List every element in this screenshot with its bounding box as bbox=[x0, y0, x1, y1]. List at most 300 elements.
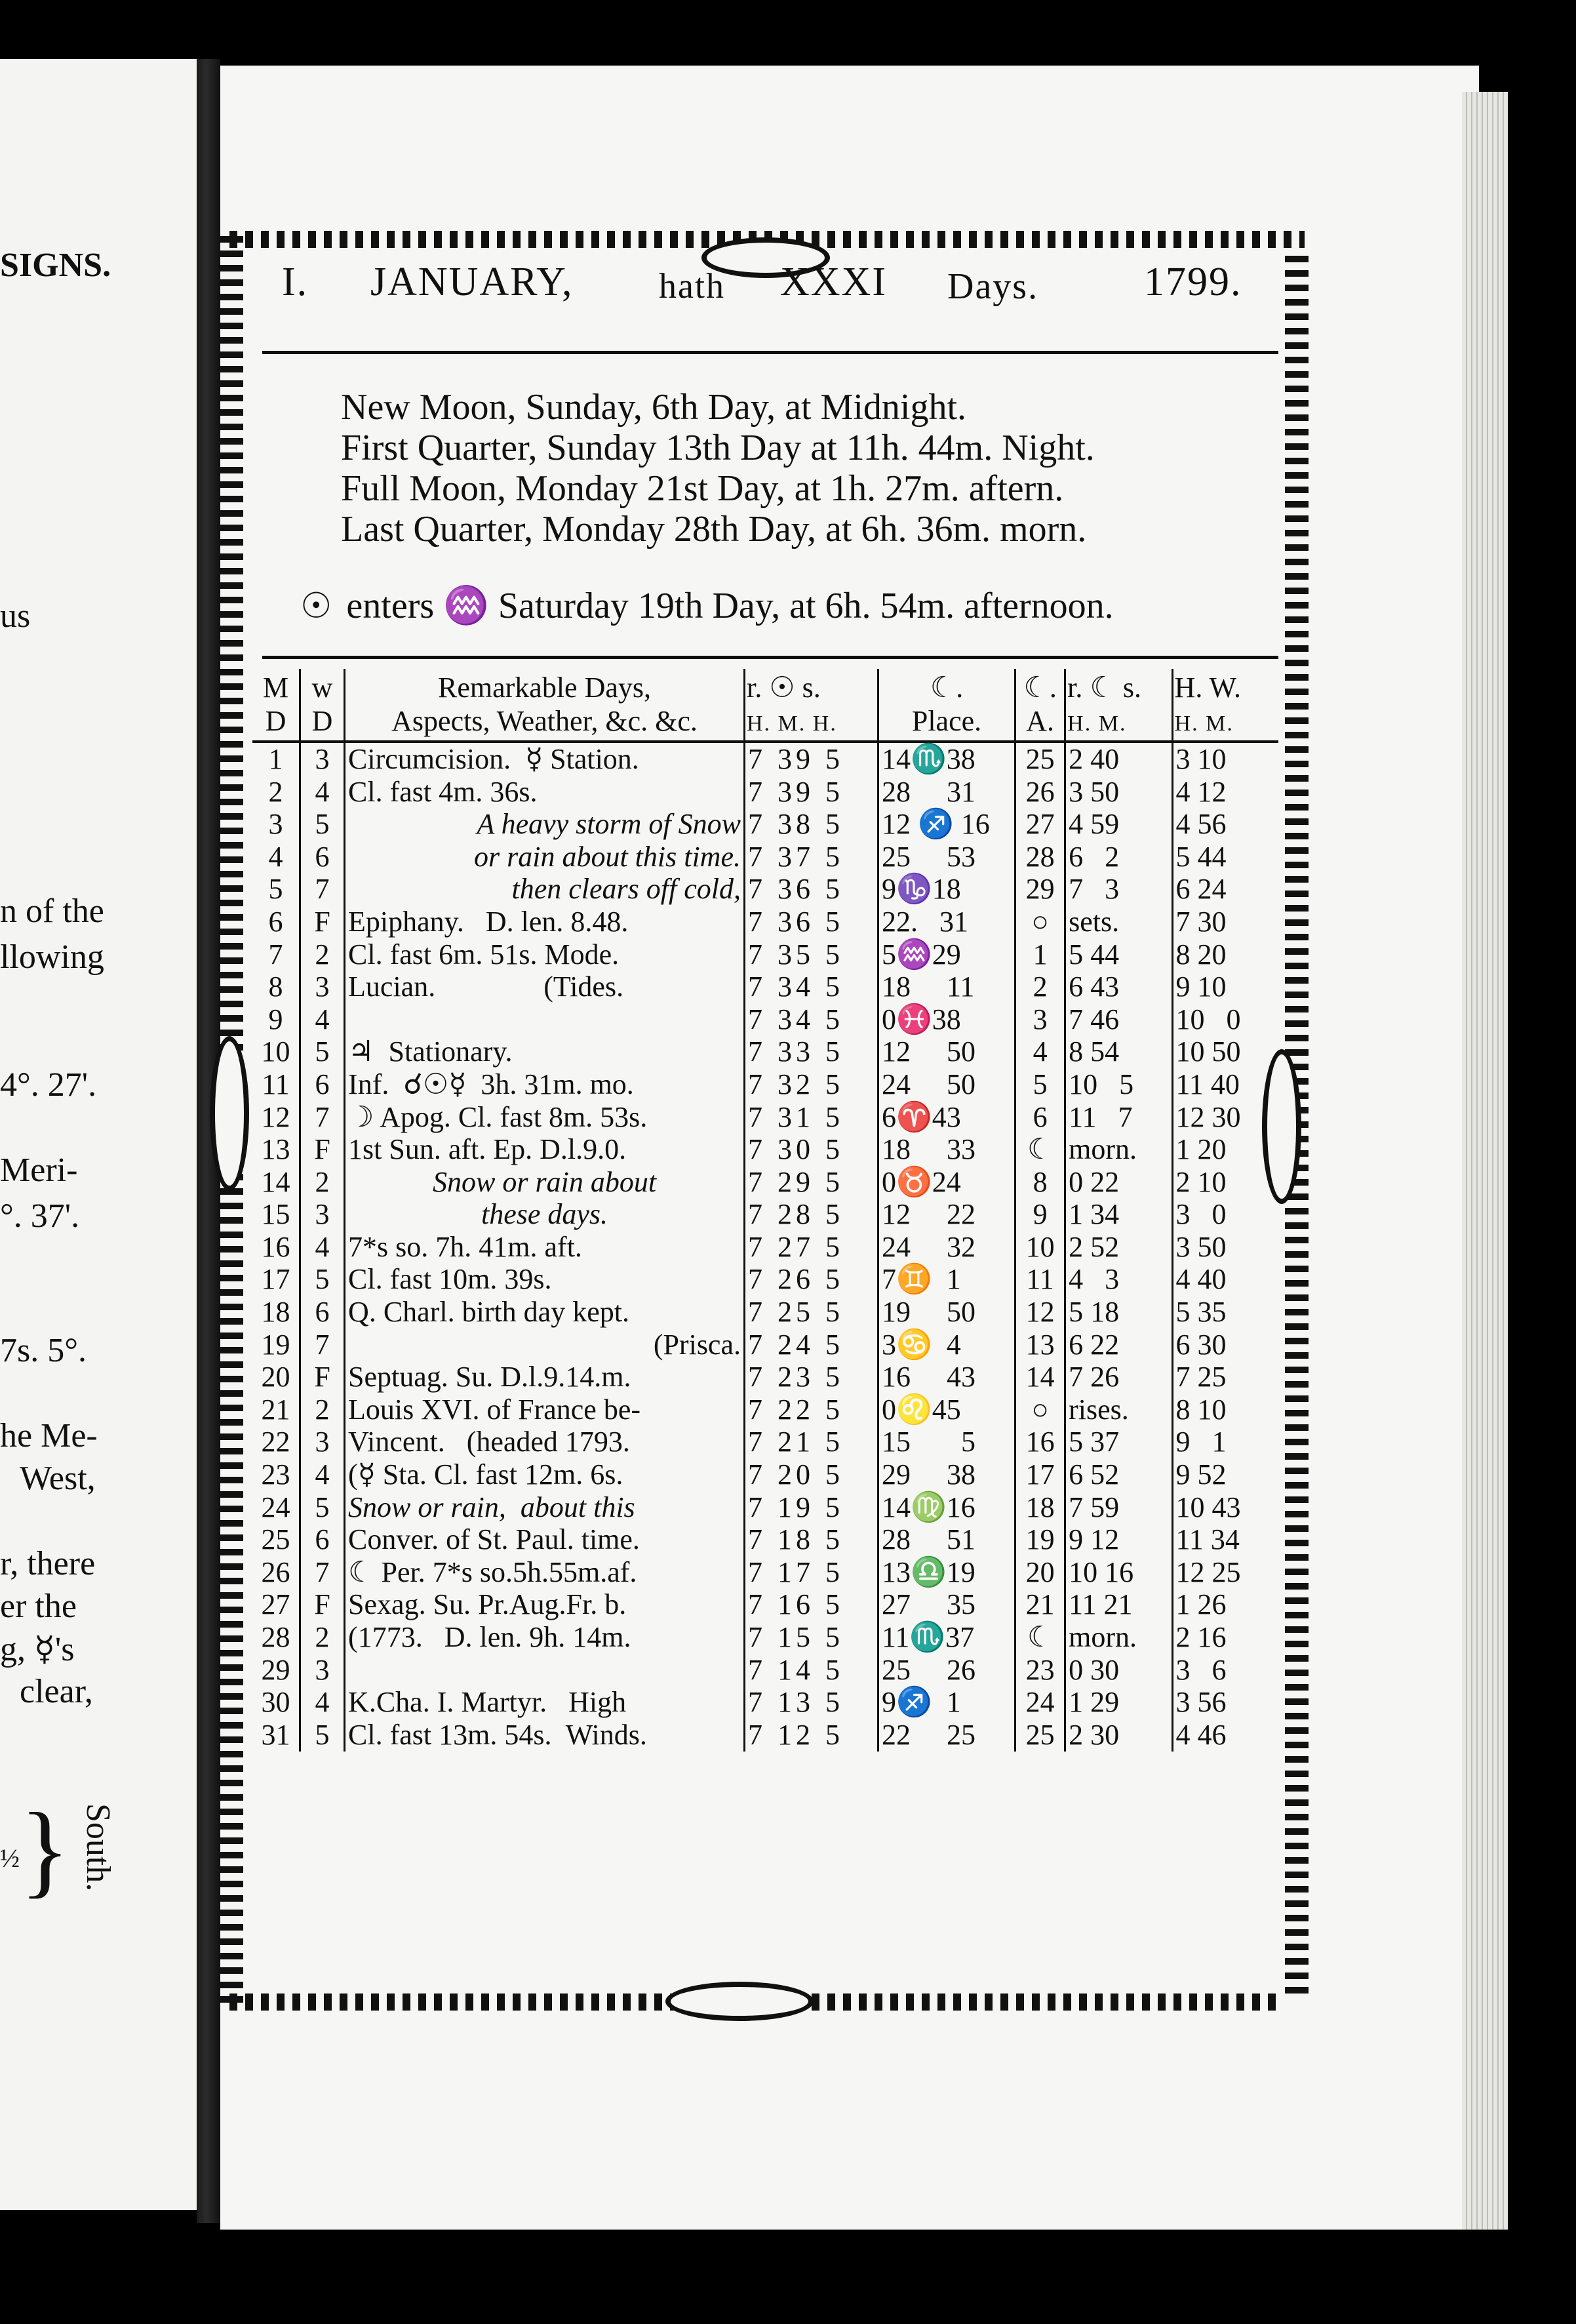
page-edges bbox=[1462, 92, 1508, 2230]
cell-remark: (Prisca. bbox=[345, 1329, 745, 1361]
cell-high-water: 9 1 bbox=[1175, 1426, 1227, 1458]
left-line: er the bbox=[0, 1588, 77, 1625]
cell-sun-rise-set: 7 19 5 bbox=[745, 1491, 878, 1524]
cell-month-day: 14 bbox=[252, 1166, 300, 1199]
cell-week-day: 6 bbox=[300, 1068, 345, 1101]
cell-month-day: 23 bbox=[252, 1458, 300, 1491]
table-row bbox=[252, 1686, 1278, 1719]
cell-week-day: 4 bbox=[300, 776, 345, 809]
cell-moon-rise-set: 2 52 bbox=[1065, 1231, 1172, 1264]
hath-word: hath bbox=[659, 266, 725, 306]
cell-sun-rise-set: 7 15 5 bbox=[745, 1621, 878, 1654]
cell-moon-rise-set: 6 43 bbox=[1065, 971, 1172, 1003]
cell-moon-age: 25 bbox=[1015, 1719, 1065, 1752]
cell-moon-rise-set: 3 50 bbox=[1065, 776, 1172, 809]
table-row bbox=[252, 808, 1278, 841]
cell-month-day: 13 bbox=[252, 1133, 300, 1166]
bottom-medallion-ornament bbox=[665, 1982, 814, 2021]
cell-remark: ☾ Per. 7*s so.5h.55m.af. bbox=[345, 1556, 745, 1589]
cell-high-water: 6 30 bbox=[1175, 1328, 1227, 1361]
cell-moon-rise-set: 0 22 bbox=[1065, 1166, 1172, 1199]
cell-moon-place: 16 43 bbox=[878, 1361, 1015, 1393]
left-line: he Me- bbox=[0, 1417, 98, 1454]
cell-moon-place: 14♏38 bbox=[878, 742, 1015, 776]
cell-week-day: 3 bbox=[300, 1654, 345, 1687]
table-row bbox=[252, 1329, 1278, 1361]
cell-high-water: 3 6 bbox=[1175, 1653, 1227, 1686]
cell-moon-rise-set: 4 59 bbox=[1065, 808, 1172, 841]
table-row bbox=[252, 1621, 1278, 1654]
table-row bbox=[252, 1719, 1278, 1752]
cell-remark: Cl. fast 13m. 54s. Winds. bbox=[345, 1719, 745, 1752]
left-page bbox=[0, 59, 197, 2210]
cell-moon-place: 5♒29 bbox=[878, 938, 1015, 971]
cell-moon-age: ○ bbox=[1015, 1393, 1065, 1426]
table-row bbox=[252, 1264, 1278, 1296]
left-line: r, there bbox=[0, 1545, 96, 1582]
cell-month-day: 19 bbox=[252, 1329, 300, 1361]
header-hw-sub: H. M. bbox=[1174, 711, 1234, 736]
cell-remark: Conver. of St. Paul. time. bbox=[345, 1523, 745, 1556]
cell-month-day: 3 bbox=[252, 808, 300, 841]
table-row bbox=[252, 1458, 1278, 1491]
cell-moon-age: 11 bbox=[1015, 1264, 1065, 1296]
cell-moon-place: 0♉24 bbox=[878, 1166, 1015, 1199]
cell-moon-age: 25 bbox=[1015, 742, 1065, 776]
left-line: g, ☿'s bbox=[0, 1631, 75, 1668]
cell-moon-age: 9 bbox=[1015, 1199, 1065, 1232]
cell-week-day: 7 bbox=[300, 1556, 345, 1589]
cell-month-day: 26 bbox=[252, 1556, 300, 1589]
cell-remark: Snow or rain, about this bbox=[345, 1491, 745, 1524]
cell-moon-age: 20 bbox=[1015, 1556, 1065, 1589]
table-row bbox=[252, 742, 1278, 776]
left-signs-heading: SIGNS. bbox=[0, 247, 111, 284]
cell-week-day: 4 bbox=[300, 1231, 345, 1264]
cell-sun-rise-set: 7 28 5 bbox=[745, 1199, 878, 1232]
cell-moon-age: 1 bbox=[1015, 938, 1065, 971]
cell-week-day: 5 bbox=[300, 1036, 345, 1069]
header-moon-place: ☾. Place. bbox=[878, 669, 1015, 742]
cell-week-day: 3 bbox=[300, 1199, 345, 1232]
cell-moon-age: 4 bbox=[1015, 1036, 1065, 1069]
cell-moon-age: 19 bbox=[1015, 1523, 1065, 1556]
cell-sun-rise-set: 7 16 5 bbox=[745, 1589, 878, 1622]
table-row bbox=[252, 1231, 1278, 1264]
cell-moon-rise-set: 7 59 bbox=[1065, 1491, 1172, 1524]
cell-month-day: 6 bbox=[252, 906, 300, 938]
cell-high-water: 7 30 bbox=[1175, 905, 1227, 938]
cell-moon-age: 12 bbox=[1015, 1296, 1065, 1329]
left-fraction: ½ bbox=[0, 1843, 20, 1873]
cell-month-day: 15 bbox=[252, 1199, 300, 1232]
cell-week-day: F bbox=[300, 1133, 345, 1166]
header-sun-label: r. ☉ s. bbox=[747, 671, 821, 704]
cell-high-water: 6 24 bbox=[1175, 873, 1227, 906]
cell-moon-place: 22 25 bbox=[878, 1719, 1015, 1752]
cell-high-water: 3 10 bbox=[1175, 742, 1227, 775]
cell-remark: then clears off cold, bbox=[345, 873, 745, 906]
days-word: Days. bbox=[947, 266, 1039, 307]
cell-month-day: 4 bbox=[252, 841, 300, 873]
table-row bbox=[252, 1133, 1278, 1166]
table-row bbox=[252, 1556, 1278, 1589]
calendar-table bbox=[252, 669, 1278, 1752]
cell-remark: (1773. D. len. 9h. 14m. bbox=[345, 1621, 745, 1654]
cell-sun-rise-set: 7 13 5 bbox=[745, 1686, 878, 1719]
table-header-row bbox=[252, 669, 1278, 742]
table-row bbox=[252, 841, 1278, 873]
cell-moon-place: 28 51 bbox=[878, 1523, 1015, 1556]
cell-remark: (☿ Sta. Cl. fast 12m. 6s. bbox=[345, 1458, 745, 1491]
cell-moon-place: 14♍16 bbox=[878, 1491, 1015, 1524]
header-week-day: w D bbox=[300, 669, 345, 742]
header-rule bbox=[262, 351, 1278, 354]
table-row bbox=[252, 1036, 1278, 1069]
cell-moon-age: 5 bbox=[1015, 1068, 1065, 1101]
phase-full-moon: Full Moon, Monday 21st Day, at 1h. 27m. aftern. bbox=[341, 468, 1064, 509]
cell-moon-place: 9♐ 1 bbox=[878, 1686, 1015, 1719]
cell-moon-rise-set: 6 22 bbox=[1065, 1329, 1172, 1361]
cell-remark: ♃ Stationary. bbox=[345, 1036, 745, 1069]
cell-moon-age: 17 bbox=[1015, 1458, 1065, 1491]
cell-moon-age: ☾ bbox=[1015, 1621, 1065, 1654]
cell-moon-age: 13 bbox=[1015, 1329, 1065, 1361]
cell-month-day: 25 bbox=[252, 1523, 300, 1556]
cell-high-water: 11 40 bbox=[1175, 1068, 1240, 1100]
cell-week-day: F bbox=[300, 1361, 345, 1393]
table-row bbox=[252, 1393, 1278, 1426]
sun-entry-text: enters ♒ Saturday 19th Day, at 6h. 54m. afternoon. bbox=[346, 586, 1114, 626]
left-line: 7s. 5°. bbox=[0, 1332, 87, 1369]
cell-remark: K.Cha. I. Martyr. High bbox=[345, 1686, 745, 1719]
header-month-day: M D bbox=[252, 669, 300, 742]
cell-remark: Cl. fast 10m. 39s. bbox=[345, 1264, 745, 1296]
left-line: °. 37'. bbox=[0, 1197, 80, 1235]
cell-remark bbox=[345, 1003, 745, 1036]
cell-week-day: 2 bbox=[300, 1621, 345, 1654]
cell-sun-rise-set: 7 23 5 bbox=[745, 1361, 878, 1393]
cell-moon-age: ○ bbox=[1015, 906, 1065, 938]
cell-moon-age: 3 bbox=[1015, 1003, 1065, 1036]
table-row bbox=[252, 1361, 1278, 1393]
cell-moon-age: 14 bbox=[1015, 1361, 1065, 1393]
month-number: I. bbox=[282, 260, 309, 304]
cell-high-water: 12 30 bbox=[1175, 1100, 1241, 1133]
cell-moon-age: ☾ bbox=[1015, 1133, 1065, 1166]
table-row bbox=[252, 1068, 1278, 1101]
cell-high-water: 2 16 bbox=[1175, 1621, 1227, 1654]
cell-high-water: 3 50 bbox=[1175, 1230, 1227, 1263]
cell-month-day: 9 bbox=[252, 1003, 300, 1036]
cell-moon-rise-set: 5 44 bbox=[1065, 938, 1172, 971]
cell-high-water: 9 52 bbox=[1175, 1458, 1227, 1491]
cell-sun-rise-set: 7 39 5 bbox=[745, 776, 878, 809]
table-row bbox=[252, 1426, 1278, 1459]
cell-sun-rise-set: 7 31 5 bbox=[745, 1101, 878, 1134]
table-top-rule bbox=[262, 656, 1278, 659]
cell-sun-rise-set: 7 39 5 bbox=[745, 742, 878, 776]
cell-high-water: 10 50 bbox=[1175, 1035, 1241, 1068]
cell-remark: or rain about this time. bbox=[345, 841, 745, 873]
cell-week-day: 5 bbox=[300, 808, 345, 841]
cell-remark: ☽ Apog. Cl. fast 8m. 53s. bbox=[345, 1101, 745, 1134]
phase-new-moon: New Moon, Sunday, 6th Day, at Midnight. bbox=[341, 387, 966, 428]
cell-sun-rise-set: 7 38 5 bbox=[745, 808, 878, 841]
cell-remark: Vincent. (headed 1793. bbox=[345, 1426, 745, 1459]
cell-sun-rise-set: 7 20 5 bbox=[745, 1458, 878, 1491]
cell-high-water: 3 56 bbox=[1175, 1686, 1227, 1719]
cell-remark: these days. bbox=[345, 1199, 745, 1232]
cell-moon-rise-set: 6 2 bbox=[1065, 841, 1172, 873]
cell-sun-rise-set: 7 34 5 bbox=[745, 971, 878, 1003]
cell-week-day: F bbox=[300, 906, 345, 938]
header-sun-sub: H. M. H. bbox=[747, 711, 837, 736]
cell-month-day: 28 bbox=[252, 1621, 300, 1654]
header-moon-age: ☾. A. bbox=[1015, 669, 1065, 742]
cell-moon-place: 25 53 bbox=[878, 841, 1015, 873]
table-row bbox=[252, 776, 1278, 809]
cell-moon-age: 24 bbox=[1015, 1686, 1065, 1719]
cell-month-day: 11 bbox=[252, 1068, 300, 1101]
cell-moon-place: 24 32 bbox=[878, 1231, 1015, 1264]
cell-high-water: 4 56 bbox=[1175, 808, 1227, 841]
cell-high-water: 7 25 bbox=[1175, 1361, 1227, 1393]
cell-moon-rise-set: 10 16 bbox=[1065, 1556, 1172, 1589]
cell-week-day: 7 bbox=[300, 1329, 345, 1361]
cell-moon-rise-set: 1 29 bbox=[1065, 1686, 1172, 1719]
cell-sun-rise-set: 7 37 5 bbox=[745, 841, 878, 873]
left-brace: } bbox=[20, 1791, 70, 1908]
cell-moon-rise-set: 8 54 bbox=[1065, 1036, 1172, 1069]
cell-week-day: 4 bbox=[300, 1458, 345, 1491]
cell-high-water: 5 44 bbox=[1175, 840, 1227, 873]
cell-moon-place: 24 50 bbox=[878, 1068, 1015, 1101]
cell-sun-rise-set: 7 27 5 bbox=[745, 1231, 878, 1264]
cell-moon-place: 3♋ 4 bbox=[878, 1329, 1015, 1361]
cell-week-day: 3 bbox=[300, 1426, 345, 1459]
left-south-vertical: South. bbox=[79, 1803, 117, 1892]
table-row bbox=[252, 1101, 1278, 1134]
cell-moon-age: 26 bbox=[1015, 776, 1065, 809]
cell-moon-age: 8 bbox=[1015, 1166, 1065, 1199]
cell-week-day: 6 bbox=[300, 841, 345, 873]
table-row bbox=[252, 1491, 1278, 1524]
cell-moon-place: 29 38 bbox=[878, 1458, 1015, 1491]
cell-moon-place: 28 31 bbox=[878, 776, 1015, 809]
cell-moon-rise-set: 11 7 bbox=[1065, 1101, 1172, 1134]
cell-sun-rise-set: 7 12 5 bbox=[745, 1719, 878, 1752]
left-line: n of the bbox=[0, 892, 104, 930]
cell-month-day: 2 bbox=[252, 776, 300, 809]
cell-sun-rise-set: 7 24 5 bbox=[745, 1329, 878, 1361]
header-hw-label: H. W. bbox=[1174, 671, 1242, 704]
cell-moon-place: 9♑18 bbox=[878, 873, 1015, 906]
table-row bbox=[252, 906, 1278, 938]
cell-moon-rise-set: 2 30 bbox=[1065, 1719, 1172, 1752]
cell-month-day: 7 bbox=[252, 938, 300, 971]
phase-first-quarter: First Quarter, Sunday 13th Day at 11h. 44m. Night. bbox=[341, 428, 1095, 468]
cell-moon-place: 19 50 bbox=[878, 1296, 1015, 1329]
cell-moon-rise-set: 7 3 bbox=[1065, 873, 1172, 906]
cell-sun-rise-set: 7 30 5 bbox=[745, 1133, 878, 1166]
cell-sun-rise-set: 7 25 5 bbox=[745, 1296, 878, 1329]
left-medallion-ornament bbox=[210, 1036, 249, 1191]
cell-moon-age: 18 bbox=[1015, 1491, 1065, 1524]
cell-remark: Lucian. (Tides. bbox=[345, 971, 745, 1003]
sun-entry-line bbox=[300, 584, 1114, 627]
cell-moon-place: 7♊ 1 bbox=[878, 1264, 1015, 1296]
cell-month-day: 29 bbox=[252, 1654, 300, 1687]
cell-remark: Snow or rain about bbox=[345, 1166, 745, 1199]
header-high-water bbox=[1172, 669, 1278, 742]
header-moon-rise-set bbox=[1065, 669, 1172, 742]
cell-month-day: 10 bbox=[252, 1036, 300, 1069]
year: 1799. bbox=[1144, 260, 1242, 304]
cell-remark: Epiphany. D. len. 8.48. bbox=[345, 906, 745, 938]
days-roman: XXXI bbox=[780, 260, 887, 304]
cell-week-day: 3 bbox=[300, 971, 345, 1003]
cell-remark: Cl. fast 4m. 36s. bbox=[345, 776, 745, 809]
cell-week-day: 2 bbox=[300, 1166, 345, 1199]
cell-remark: A heavy storm of Snow bbox=[345, 808, 745, 841]
cell-high-water: 4 12 bbox=[1175, 775, 1227, 808]
cell-high-water: 8 20 bbox=[1175, 938, 1227, 971]
table-row bbox=[252, 1296, 1278, 1329]
cell-moon-place: 15 5 bbox=[878, 1426, 1015, 1459]
cell-week-day: 2 bbox=[300, 938, 345, 971]
cell-month-day: 27 bbox=[252, 1589, 300, 1622]
cell-moon-place: 0♌45 bbox=[878, 1393, 1015, 1426]
cell-moon-rise-set: 11 21 bbox=[1065, 1589, 1172, 1622]
table-row bbox=[252, 1523, 1278, 1556]
left-text-us: us bbox=[0, 597, 31, 635]
cell-moon-rise-set: 2 40 bbox=[1065, 742, 1172, 776]
cell-moon-rise-set: 10 5 bbox=[1065, 1068, 1172, 1101]
cell-moon-place: 18 33 bbox=[878, 1133, 1015, 1166]
cell-sun-rise-set: 7 33 5 bbox=[745, 1036, 878, 1069]
cell-remark: Q. Charl. birth day kept. bbox=[345, 1296, 745, 1329]
cell-moon-age: 23 bbox=[1015, 1654, 1065, 1687]
cell-week-day: 4 bbox=[300, 1003, 345, 1036]
cell-high-water: 8 10 bbox=[1175, 1393, 1227, 1426]
cell-moon-age: 10 bbox=[1015, 1231, 1065, 1264]
cell-high-water: 2 10 bbox=[1175, 1165, 1227, 1198]
cell-moon-age: 29 bbox=[1015, 873, 1065, 906]
cell-month-day: 31 bbox=[252, 1719, 300, 1752]
cell-moon-place: 27 35 bbox=[878, 1589, 1015, 1622]
cell-sun-rise-set: 7 29 5 bbox=[745, 1166, 878, 1199]
cell-moon-place: 12 ♐ 16 bbox=[878, 808, 1015, 841]
cell-moon-rise-set: rises. bbox=[1065, 1393, 1172, 1426]
table-row bbox=[252, 1003, 1278, 1036]
cell-month-day: 22 bbox=[252, 1426, 300, 1459]
cell-moon-age: 27 bbox=[1015, 808, 1065, 841]
cell-moon-rise-set: 9 12 bbox=[1065, 1523, 1172, 1556]
cell-moon-place: 11♏37 bbox=[878, 1621, 1015, 1654]
cell-moon-rise-set: 1 34 bbox=[1065, 1199, 1172, 1232]
cell-month-day: 17 bbox=[252, 1264, 300, 1296]
table-row bbox=[252, 1199, 1278, 1232]
cell-week-day: 3 bbox=[300, 742, 345, 776]
cell-month-day: 18 bbox=[252, 1296, 300, 1329]
cell-high-water: 9 10 bbox=[1175, 971, 1227, 1003]
cell-moon-place: 12 50 bbox=[878, 1036, 1015, 1069]
cell-remark: Cl. fast 6m. 51s. Mode. bbox=[345, 938, 745, 971]
cell-moon-age: 2 bbox=[1015, 971, 1065, 1003]
cell-sun-rise-set: 7 36 5 bbox=[745, 906, 878, 938]
cell-moon-place: 0♓38 bbox=[878, 1003, 1015, 1036]
cell-moon-rise-set: 6 52 bbox=[1065, 1458, 1172, 1491]
header-moon-rs-label: r. ☾ s. bbox=[1067, 671, 1141, 704]
left-line: Meri- bbox=[0, 1152, 78, 1189]
cell-high-water: 1 26 bbox=[1175, 1588, 1227, 1621]
cell-moon-rise-set: sets. bbox=[1065, 906, 1172, 938]
cell-moon-place: 12 22 bbox=[878, 1199, 1015, 1232]
cell-moon-age: 16 bbox=[1015, 1426, 1065, 1459]
cell-moon-age: 28 bbox=[1015, 841, 1065, 873]
cell-week-day: F bbox=[300, 1589, 345, 1622]
header-sun-rise-set bbox=[745, 669, 878, 742]
cell-remark: 7*s so. 7h. 41m. aft. bbox=[345, 1231, 745, 1264]
header-remarkable-days: Remarkable Days, Aspects, Weather, &c. &c. bbox=[345, 669, 745, 742]
table-row bbox=[252, 1166, 1278, 1199]
table-row bbox=[252, 1654, 1278, 1687]
cell-high-water: 5 35 bbox=[1175, 1296, 1227, 1329]
cell-moon-place: 22. 31 bbox=[878, 906, 1015, 938]
cell-high-water: 11 34 bbox=[1175, 1523, 1240, 1556]
cell-week-day: 5 bbox=[300, 1264, 345, 1296]
table-row bbox=[252, 1589, 1278, 1622]
cell-sun-rise-set: 7 34 5 bbox=[745, 1003, 878, 1036]
table-row bbox=[252, 873, 1278, 906]
cell-month-day: 1 bbox=[252, 742, 300, 776]
cell-month-day: 30 bbox=[252, 1686, 300, 1719]
cell-moon-rise-set: 7 26 bbox=[1065, 1361, 1172, 1393]
cell-month-day: 5 bbox=[252, 873, 300, 906]
cell-month-day: 20 bbox=[252, 1361, 300, 1393]
cell-month-day: 16 bbox=[252, 1231, 300, 1264]
header-moon-rs-sub: H. M. bbox=[1067, 711, 1127, 736]
cell-moon-rise-set: 5 37 bbox=[1065, 1426, 1172, 1459]
month-name: JANUARY, bbox=[370, 260, 574, 304]
cell-moon-place: 25 26 bbox=[878, 1654, 1015, 1687]
cell-moon-place: 6♈43 bbox=[878, 1101, 1015, 1134]
table-row bbox=[252, 938, 1278, 971]
cell-moon-rise-set: 0 30 bbox=[1065, 1654, 1172, 1687]
cell-week-day: 6 bbox=[300, 1296, 345, 1329]
cell-moon-rise-set: morn. bbox=[1065, 1621, 1172, 1654]
sun-symbol-icon: ☉ bbox=[300, 586, 332, 626]
table-row bbox=[252, 971, 1278, 1003]
cell-moon-age: 21 bbox=[1015, 1589, 1065, 1622]
cell-month-day: 24 bbox=[252, 1491, 300, 1524]
left-line: llowing bbox=[0, 938, 104, 976]
cell-moon-rise-set: 4 3 bbox=[1065, 1264, 1172, 1296]
left-line: clear, bbox=[20, 1673, 93, 1710]
cell-high-water: 4 40 bbox=[1175, 1263, 1227, 1296]
left-line: West, bbox=[20, 1460, 96, 1497]
cell-remark bbox=[345, 1654, 745, 1687]
cell-moon-rise-set: 5 18 bbox=[1065, 1296, 1172, 1329]
cell-high-water: 3 0 bbox=[1175, 1198, 1227, 1231]
cell-week-day: 5 bbox=[300, 1491, 345, 1524]
cell-sun-rise-set: 7 36 5 bbox=[745, 873, 878, 906]
cell-sun-rise-set: 7 14 5 bbox=[745, 1654, 878, 1687]
cell-remark: Circumcision. ☿ Station. bbox=[345, 742, 745, 776]
cell-moon-place: 13♎19 bbox=[878, 1556, 1015, 1589]
cell-moon-rise-set: morn. bbox=[1065, 1133, 1172, 1166]
